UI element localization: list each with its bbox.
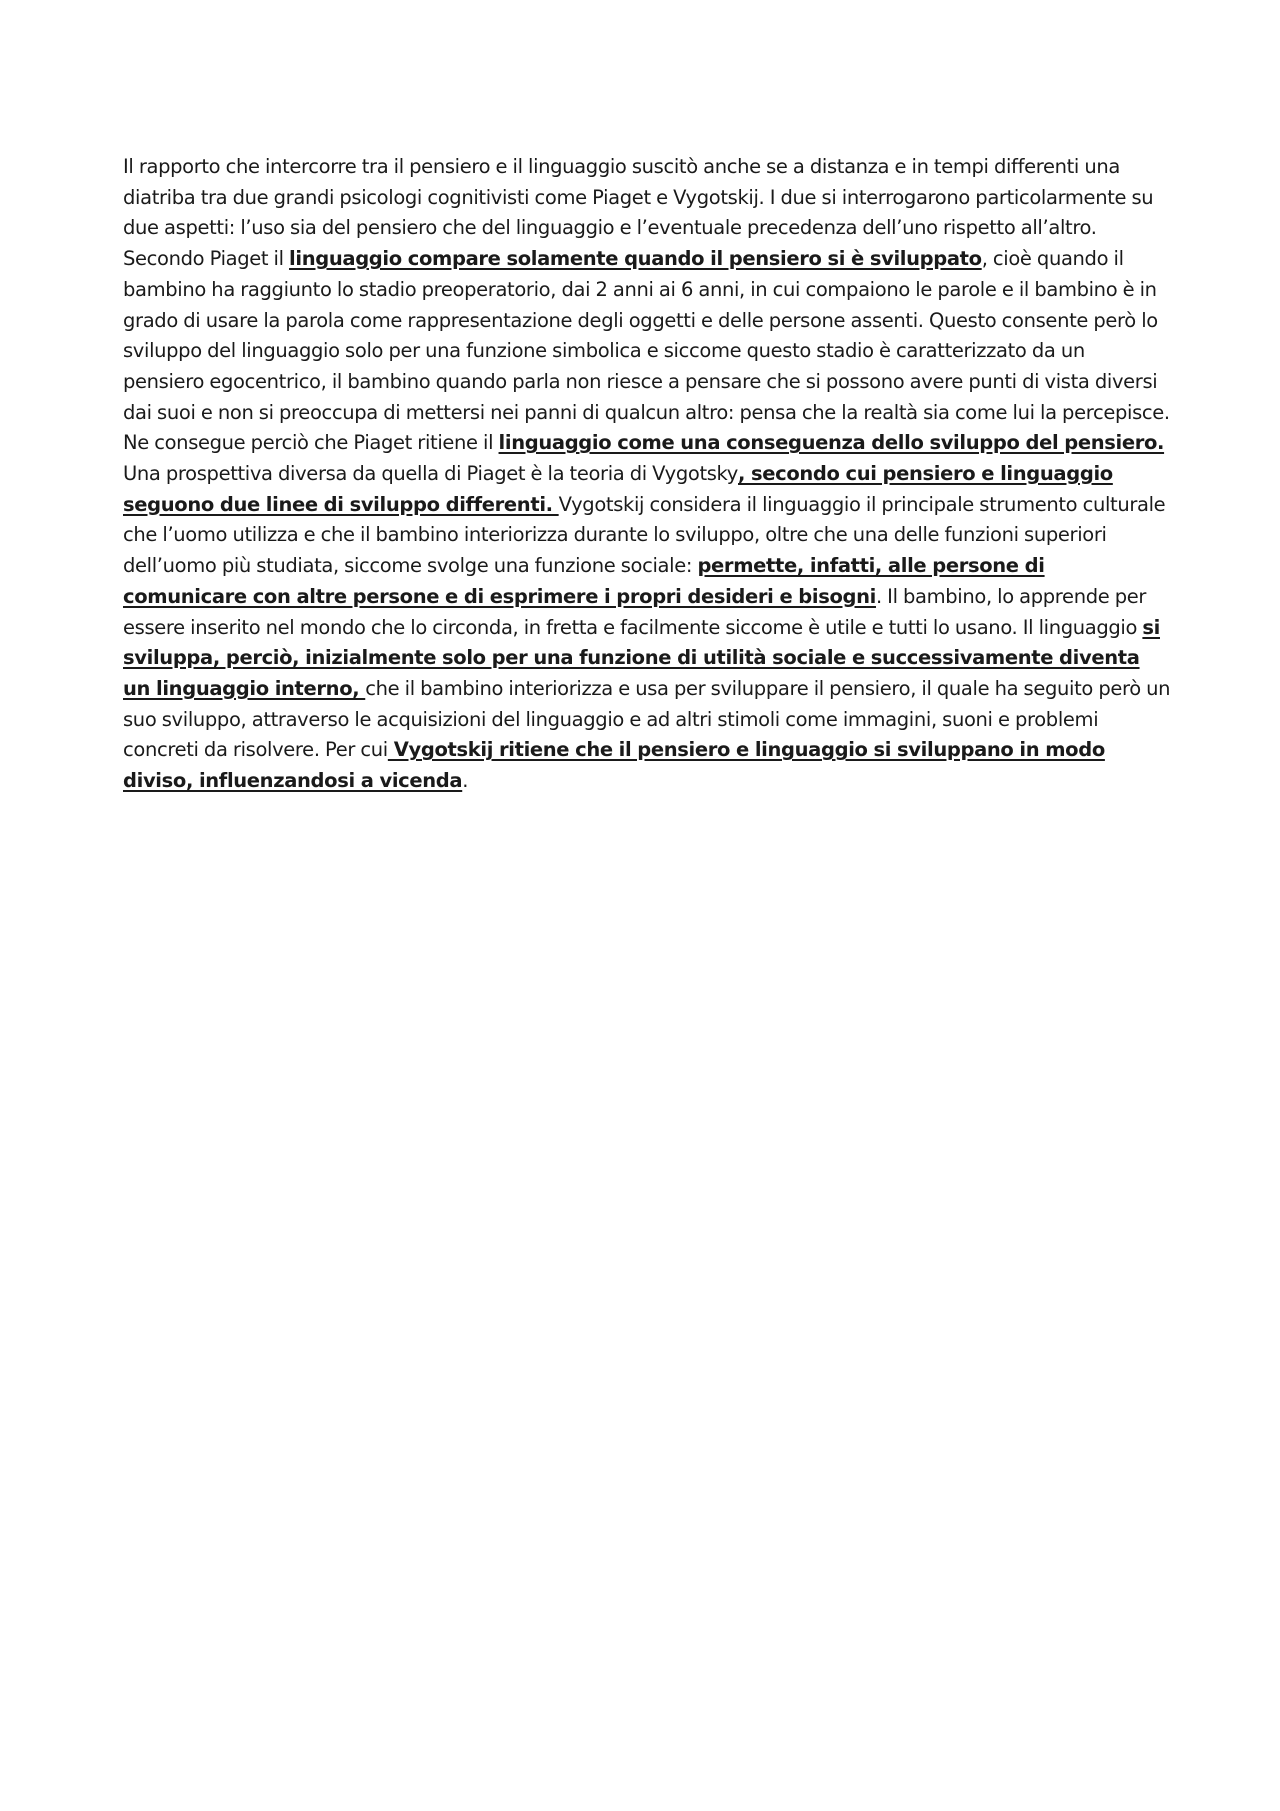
text-run: , cioè quando il bambino ha raggiunto lo stadio preoperatorio, dai 2 anni ai 6 anni, in cui compaiono le parole e il bambino è in grado di usare la parola come rappresentazione degli oggetti e delle persone assenti. Questo consente però lo sviluppo del linguaggio solo per una funzione simbolica e siccome questo stadio è caratterizzato da un pensiero egocentrico, il bambino quando parla non riesce a pensare che si possono avere punti di vista diversi dai suoi e non si preoccupa di mettersi nei panni di qualcun altro: pensa che la realtà sia come lui la percepisce. Ne consegue perciò che Piaget ritiene il	[123, 247, 1170, 455]
emphasized-text-run: permette, infatti, alle persone di comunicare con altre persone e di esprimere i propri desideri e bisogni	[123, 554, 1045, 608]
text-run: .	[462, 769, 469, 793]
text-run: . Il bambino, lo apprende per essere inserito nel mondo che lo circonda, in fretta e facilmente siccome è utile e tutti lo usano. Il linguaggio	[123, 584, 1147, 639]
body-paragraph	[123, 152, 1171, 797]
text-run: che il bambino interiorizza e usa per sviluppare il pensiero, il quale ha seguito però un suo sviluppo, attraverso le acquisizioni del linguaggio e ad altri stimoli come immagini, suoni e problemi concreti da risolvere. Per cui	[123, 676, 1171, 762]
emphasized-text-run: si sviluppa, perciò, inizialmente solo per una funzione di utilità sociale e successivamente diventa un linguaggio interno,	[123, 615, 1160, 700]
text-run: Il rapporto che intercorre tra il pensiero e il linguaggio suscitò anche se a distanza e in tempi differenti una diatriba tra due grandi psicologi cognitivisti come Piaget e Vygotskij. I due si interrogarono particolarmente su due aspetti: l’uso sia del pensiero che del linguaggio e l’eventuale precedenza dell’uno rispetto all’altro. Secondo Piaget il	[123, 155, 1154, 271]
emphasized-text-run: linguaggio compare solamente quando il pensiero si è sviluppato	[289, 247, 982, 271]
text-run: Vygotskij considera il linguaggio il principale strumento culturale che l’uomo utilizza e che il bambino interiorizza durante lo sviluppo, oltre che una delle funzioni superiori dell’uomo più studiata, siccome svolge una funzione sociale:	[123, 492, 1166, 578]
text-run: Una prospettiva diversa da quella di Piaget è la teoria di Vygotsky	[123, 462, 738, 486]
emphasized-text-run: linguaggio come una conseguenza dello sviluppo del pensiero.	[498, 431, 1165, 455]
emphasized-text-run: Vygotskij ritiene che il pensiero e linguaggio si sviluppano in modo diviso, influenzandosi a vicenda	[123, 738, 1105, 793]
emphasized-text-run: , secondo cui pensiero e linguaggio seguono due linee di sviluppo differenti.	[123, 462, 1113, 516]
